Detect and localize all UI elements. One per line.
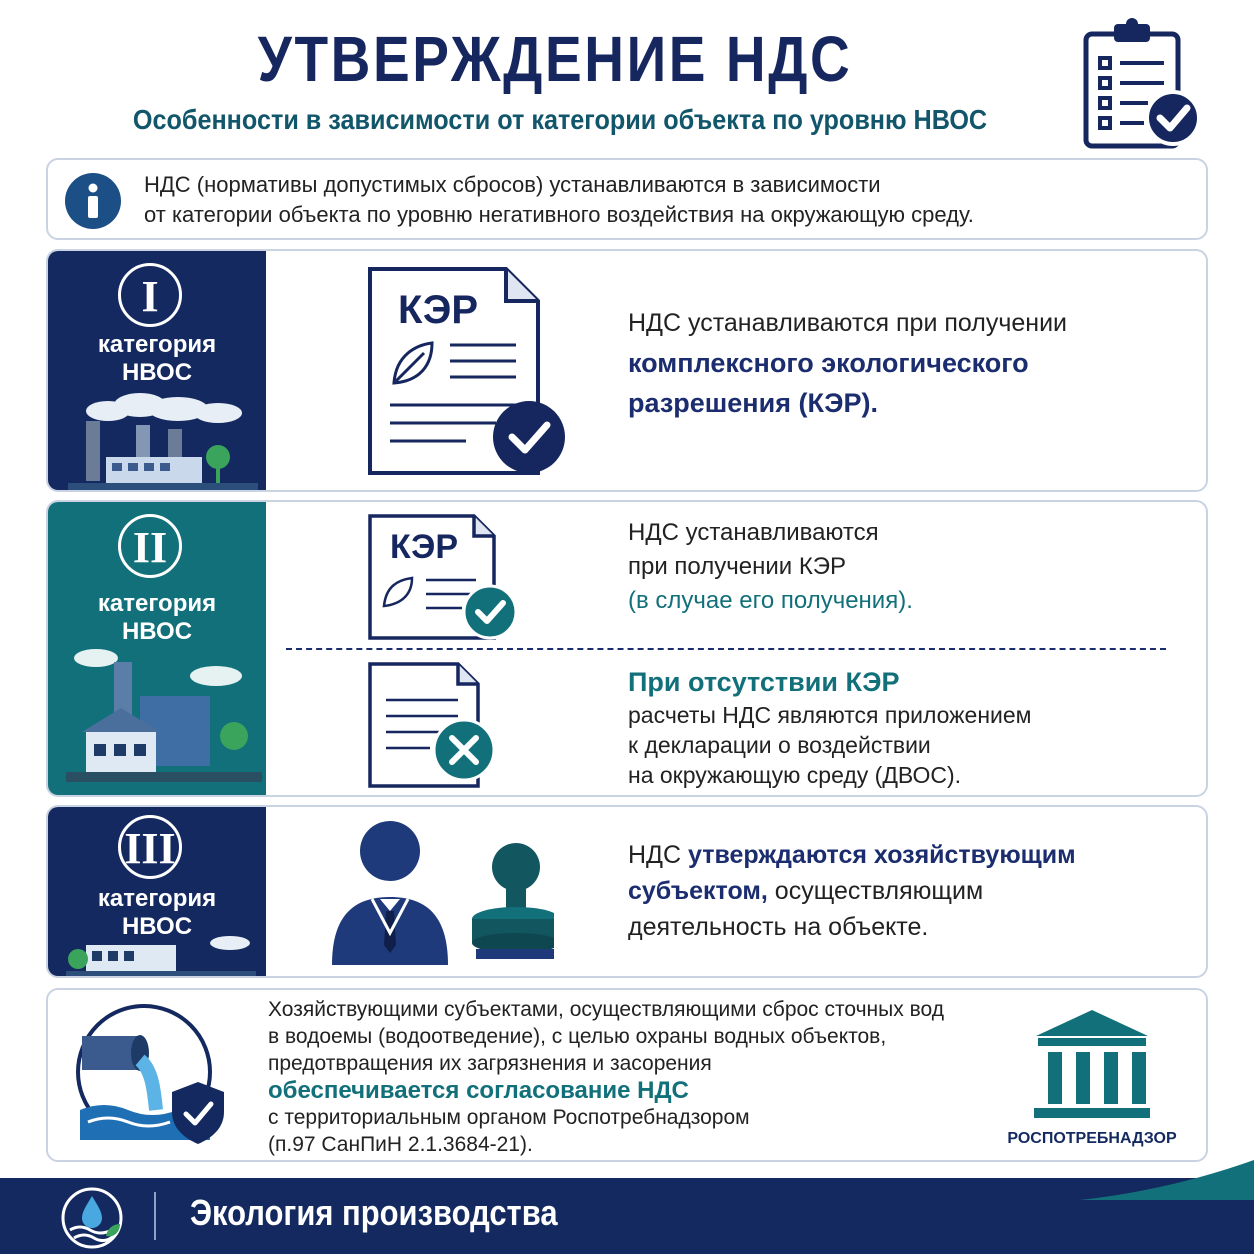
page-subtitle: Особенности в зависимости от категории объекта по уровню НВОС bbox=[132, 104, 988, 135]
category-3-line3: деятельность на объекте. bbox=[628, 913, 929, 941]
category-2-text2: при получении КЭР bbox=[628, 553, 847, 580]
water-pipe-shield-icon bbox=[74, 1000, 234, 1148]
document-cross-icon bbox=[366, 660, 522, 792]
category-2-roman: II bbox=[118, 514, 182, 578]
building-small-icon bbox=[66, 931, 256, 976]
category-1-roman: I bbox=[118, 263, 182, 327]
footer-bar bbox=[0, 1178, 1254, 1254]
footer-brand: Экология производства bbox=[190, 1192, 558, 1233]
category-1-label-nvos: НВОС bbox=[121, 359, 193, 386]
note-line5: с территориальным органом Роспотребнадзором bbox=[268, 1106, 750, 1129]
person-stamp-icon bbox=[324, 815, 554, 971]
info-icon bbox=[64, 172, 122, 230]
org-name: РОСПОТРЕБНАДЗОР bbox=[1007, 1130, 1177, 1147]
ker-document-small-icon bbox=[366, 512, 522, 644]
note-line1: Хозяйствующими субъектами, осуществляющими сброс сточных вод bbox=[268, 998, 944, 1021]
category-2-divider bbox=[286, 648, 1166, 650]
note-line3: предотвращения их загрязнения и засорения bbox=[268, 1052, 712, 1075]
category-3-card bbox=[46, 805, 1208, 978]
category-3-label-nvos: НВОС bbox=[121, 913, 193, 940]
category-3-t2-plain: осуществляющим bbox=[767, 877, 984, 905]
category-3-band bbox=[48, 807, 266, 976]
factory-medium-icon bbox=[66, 646, 262, 786]
eco-drop-logo-icon bbox=[60, 1186, 124, 1250]
category-1-label: категория bbox=[97, 331, 217, 358]
category-3-line2 bbox=[628, 871, 983, 911]
category-1-band bbox=[48, 251, 266, 490]
category-2-absent1: расчеты НДС являются приложением bbox=[628, 702, 1032, 728]
category-2-absent-title: При отсутствии КЭР bbox=[628, 667, 900, 697]
note-text bbox=[268, 996, 944, 1158]
category-2-text1: НДС устанавливаются bbox=[628, 519, 879, 546]
category-3-line1 bbox=[628, 835, 1076, 875]
info-text-line1: НДС (нормативы допустимых сбросов) устанавливаются в зависимости bbox=[144, 172, 881, 197]
category-3-t2-bold: субъектом, bbox=[628, 877, 768, 905]
category-2-text3: (в случае его получения). bbox=[628, 587, 913, 614]
footer-divider bbox=[154, 1192, 156, 1240]
category-1-text-plain: НДС устанавливаются при получении bbox=[628, 309, 1068, 337]
note-line6: (п.97 СанПиН 2.1.3684-21). bbox=[268, 1133, 533, 1156]
info-text-line2: от категории объекта по уровню негативного воздействия на окружающую среду. bbox=[144, 202, 974, 227]
svg-text:КЭР: КЭР bbox=[390, 528, 459, 566]
svg-text:КЭР: КЭР bbox=[398, 288, 479, 332]
category-2-card bbox=[46, 500, 1208, 797]
category-3-t1-bold: утверждаются хозяйствующим bbox=[688, 841, 1076, 869]
category-1-text-bold2: разрешения (КЭР). bbox=[628, 388, 878, 418]
ker-document-icon bbox=[366, 265, 571, 477]
category-1-text-bold1: комплексного экологического bbox=[628, 348, 1029, 378]
category-2-absent2: к декларации о воздействии bbox=[628, 732, 931, 758]
note-line4: обеспечивается согласование НДС bbox=[268, 1077, 689, 1104]
category-2-absent3: на окружающую среду (ДВОС). bbox=[628, 762, 962, 788]
category-3-label: категория bbox=[97, 885, 217, 912]
note-line2: в водоемы (водоотведение), с целью охраны водных объектов, bbox=[268, 1025, 887, 1048]
category-3-t1-plain: НДС bbox=[628, 841, 688, 869]
government-building-icon bbox=[1030, 1006, 1154, 1122]
category-2-band bbox=[48, 502, 266, 795]
note-card bbox=[46, 988, 1208, 1162]
category-1-card bbox=[46, 249, 1208, 492]
footer-wave bbox=[1080, 1160, 1254, 1200]
category-2-label: категория bbox=[97, 590, 217, 617]
info-card bbox=[46, 158, 1208, 240]
clipboard-check-icon bbox=[1078, 16, 1203, 156]
category-3-roman: III bbox=[118, 815, 182, 879]
page-title: УТВЕРЖДЕНИЕ НДС bbox=[257, 23, 853, 95]
category-2-label-nvos: НВОС bbox=[121, 618, 193, 645]
factory-large-icon bbox=[68, 391, 258, 490]
